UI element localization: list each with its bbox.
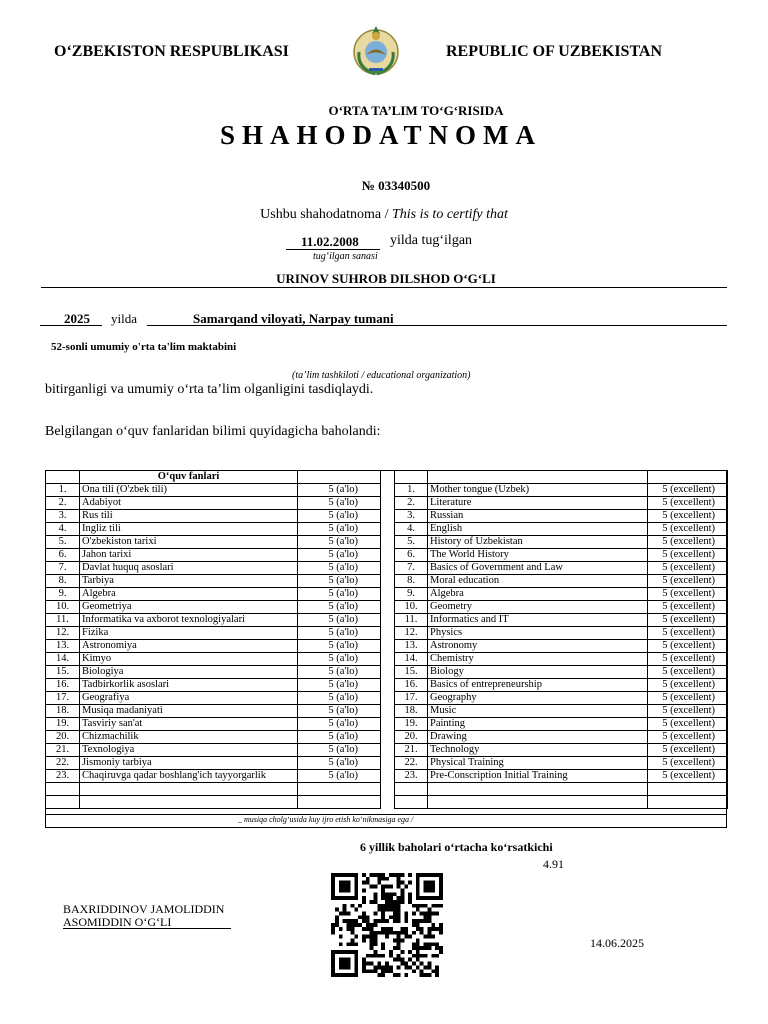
- table-row: [46, 588, 381, 601]
- subject-grade-uz: 5 (a'lo): [298, 666, 381, 679]
- row-number: 13.: [395, 640, 428, 653]
- subject-name-uz: Tadbirkorlik asoslari: [80, 679, 298, 692]
- table-row: [395, 627, 728, 640]
- subject-name-uz: Chizmachilik: [80, 731, 298, 744]
- average-value: 4.91: [543, 857, 564, 871]
- subjects-header: O‘quv fanlari: [80, 471, 298, 484]
- subject-name-en: Geometry: [428, 601, 648, 614]
- row-number: 9.: [46, 588, 80, 601]
- table-header-row: [46, 471, 381, 484]
- subject-grade-en: 5 (excellent): [648, 523, 728, 536]
- subject-name-en: Painting: [428, 718, 648, 731]
- row-number: 12.: [395, 627, 428, 640]
- table-row: [46, 666, 381, 679]
- issue-date: 14.06.2025: [590, 936, 644, 950]
- subject-grade-uz: 5 (a'lo): [298, 640, 381, 653]
- subject-name-en: English: [428, 523, 648, 536]
- subject-grade-uz: 5 (a'lo): [298, 679, 381, 692]
- empty-row: [395, 796, 728, 809]
- subject-grade-en: 5 (excellent): [648, 549, 728, 562]
- subject-grade-en: 5 (excellent): [648, 770, 728, 783]
- table-row: [395, 497, 728, 510]
- row-number: 3.: [395, 510, 428, 523]
- table-footnote: _ musiqa cholg‘usida kuy ijro etish ko‘nikmasiga ega /: [238, 815, 414, 824]
- subject-grade-uz: 5 (a'lo): [298, 484, 381, 497]
- table-row: [46, 692, 381, 705]
- subject-grade-uz: 5 (a'lo): [298, 770, 381, 783]
- row-number: 14.: [395, 653, 428, 666]
- document-title: SHAHODATNOMA: [219, 120, 542, 150]
- subject-grade-en: 5 (excellent): [648, 744, 728, 757]
- subject-name-uz: Rus tili: [80, 510, 298, 523]
- subject-grade-uz: 5 (a'lo): [298, 614, 381, 627]
- row-number: 4.: [46, 523, 80, 536]
- row-number: 20.: [46, 731, 80, 744]
- subject-grade-en: 5 (excellent): [648, 575, 728, 588]
- subject-grade-uz: 5 (a'lo): [298, 562, 381, 575]
- subject-name-en: Basics of Government and Law: [428, 562, 648, 575]
- birth-caption: tug‘ilgan sanasi: [313, 251, 378, 262]
- subject-grade-en: 5 (excellent): [648, 588, 728, 601]
- table-row: [395, 666, 728, 679]
- graduation-year: 2025: [64, 311, 90, 326]
- subject-grade-en: 5 (excellent): [648, 666, 728, 679]
- row-number: 23.: [395, 770, 428, 783]
- certificate-number: № 03340500: [361, 178, 431, 193]
- row-number: 2.: [46, 497, 80, 510]
- table-row: [395, 484, 728, 497]
- subject-grade-uz: 5 (a'lo): [298, 536, 381, 549]
- table-row: [46, 510, 381, 523]
- subject-name-en: Biology: [428, 666, 648, 679]
- row-number: 8.: [395, 575, 428, 588]
- subject-grade-uz: 5 (a'lo): [298, 510, 381, 523]
- subject-name-uz: Adabiyot: [80, 497, 298, 510]
- table-row: [46, 484, 381, 497]
- subject-grade-en: 5 (excellent): [648, 705, 728, 718]
- table-row: [395, 718, 728, 731]
- subject-name-en: Physics: [428, 627, 648, 640]
- row-number: 16.: [46, 679, 80, 692]
- row-number: 20.: [395, 731, 428, 744]
- subject-grade-uz: 5 (a'lo): [298, 757, 381, 770]
- subject-grade-en: 5 (excellent): [648, 731, 728, 744]
- row-number: 3.: [46, 510, 80, 523]
- subject-grade-uz: 5 (a'lo): [298, 744, 381, 757]
- subjects-table-en: [394, 470, 728, 809]
- row-number: 5.: [46, 536, 80, 549]
- subject-name-uz: Informatika va axborot texnologiyalari: [80, 614, 298, 627]
- row-number: 22.: [46, 757, 80, 770]
- subject-name-en: Drawing: [428, 731, 648, 744]
- row-number: 10.: [395, 601, 428, 614]
- table-row: [46, 679, 381, 692]
- row-number: 23.: [46, 770, 80, 783]
- subject-grade-uz: 5 (a'lo): [298, 549, 381, 562]
- table-row: [46, 562, 381, 575]
- subject-grade-uz: 5 (a'lo): [298, 692, 381, 705]
- certify-uz: Ushbu shahodatnoma /: [260, 207, 389, 222]
- row-number: 1.: [46, 484, 80, 497]
- row-number: 6.: [395, 549, 428, 562]
- subject-grade-en: 5 (excellent): [648, 562, 728, 575]
- state-emblem-icon: [351, 22, 401, 78]
- subject-name-uz: Texnologiya: [80, 744, 298, 757]
- table-row: [46, 744, 381, 757]
- subject-name-en: Music: [428, 705, 648, 718]
- subject-name-en: History of Uzbekistan: [428, 536, 648, 549]
- subject-name-en: Geography: [428, 692, 648, 705]
- subject-grade-en: 5 (excellent): [648, 497, 728, 510]
- table-row: [395, 510, 728, 523]
- row-number: 12.: [46, 627, 80, 640]
- certify-line: [0, 207, 768, 223]
- subject-grade-uz: 5 (a'lo): [298, 705, 381, 718]
- table-row: [46, 627, 381, 640]
- school-name: 52-sonli umumiy o'rta ta'lim maktabini: [51, 341, 237, 353]
- subject-grade-en: 5 (excellent): [648, 640, 728, 653]
- subject-name-uz: Kimyo: [80, 653, 298, 666]
- subject-name-uz: Jismoniy tarbiya: [80, 757, 298, 770]
- table-row: [46, 549, 381, 562]
- subject-name-en: The World History: [428, 549, 648, 562]
- subject-grade-uz: 5 (a'lo): [298, 497, 381, 510]
- table-row: [46, 497, 381, 510]
- birth-suffix: yilda tug‘ilgan: [390, 233, 473, 248]
- average-label: 6 yillik baholari o‘rtacha ko‘rsatkichi: [360, 840, 553, 854]
- table-row: [46, 575, 381, 588]
- subject-grade-en: 5 (excellent): [648, 627, 728, 640]
- finished-statement: bitirganligi va umumiy o‘rta ta’lim olganligini tasdiqlaydi.: [45, 382, 374, 397]
- subject-grade-en: 5 (excellent): [648, 653, 728, 666]
- signatory-name-line2: ASOMIDDIN O‘G‘LI: [63, 915, 172, 929]
- subject-name-en: Russian: [428, 510, 648, 523]
- subject-grade-uz: 5 (a'lo): [298, 523, 381, 536]
- subject-grade-uz: 5 (a'lo): [298, 731, 381, 744]
- subject-name-en: Astronomy: [428, 640, 648, 653]
- row-number: 2.: [395, 497, 428, 510]
- subject-name-en: Literature: [428, 497, 648, 510]
- certify-en: This is to certify that: [391, 207, 508, 222]
- table-row: [46, 705, 381, 718]
- table-row: [46, 523, 381, 536]
- year-word: yilda: [111, 311, 137, 326]
- subject-grade-en: 5 (excellent): [648, 679, 728, 692]
- row-number: 15.: [46, 666, 80, 679]
- table-row: [46, 718, 381, 731]
- table-row: [395, 692, 728, 705]
- row-number: 17.: [395, 692, 428, 705]
- table-row: [46, 770, 381, 783]
- subject-name-uz: Fizika: [80, 627, 298, 640]
- row-number: 11.: [46, 614, 80, 627]
- subject-name-en: Technology: [428, 744, 648, 757]
- table-row: [395, 731, 728, 744]
- subject-name-en: Pre-Conscription Initial Training: [428, 770, 648, 783]
- subject-name-uz: Biologiya: [80, 666, 298, 679]
- subject-name-uz: Musiqa madaniyati: [80, 705, 298, 718]
- subject-grade-uz: 5 (a'lo): [298, 588, 381, 601]
- subject-grade-uz: 5 (a'lo): [298, 627, 381, 640]
- subjects-table-uz: [45, 470, 381, 809]
- row-number: 9.: [395, 588, 428, 601]
- header-left-title: O‘ZBEKISTON RESPUBLIKASI: [54, 43, 289, 60]
- table-row: [395, 575, 728, 588]
- row-number: 10.: [46, 601, 80, 614]
- row-number: 14.: [46, 653, 80, 666]
- subject-name-en: Moral education: [428, 575, 648, 588]
- subject-grade-en: 5 (excellent): [648, 614, 728, 627]
- row-number: 21.: [46, 744, 80, 757]
- row-number: 21.: [395, 744, 428, 757]
- table-row: [395, 601, 728, 614]
- empty-row: [395, 783, 728, 796]
- table-row: [395, 653, 728, 666]
- row-number: 7.: [395, 562, 428, 575]
- subject-name-uz: Ona tili (O'zbek tili): [80, 484, 298, 497]
- subject-name-uz: Tasviriy san'at: [80, 718, 298, 731]
- subject-grade-en: 5 (excellent): [648, 536, 728, 549]
- row-number: 18.: [46, 705, 80, 718]
- subject-grade-en: 5 (excellent): [648, 601, 728, 614]
- subject-name-uz: Tarbiya: [80, 575, 298, 588]
- row-number: 7.: [46, 562, 80, 575]
- subject-name-uz: Chaqiruvga qadar boshlang'ich tayyorgarlik: [80, 770, 298, 783]
- table-row: [395, 770, 728, 783]
- empty-row: [46, 783, 381, 796]
- subject-grade-en: 5 (excellent): [648, 757, 728, 770]
- row-number: 22.: [395, 757, 428, 770]
- subject-grade-en: 5 (excellent): [648, 692, 728, 705]
- subject-name-uz: Astronomiya: [80, 640, 298, 653]
- table-row: [46, 653, 381, 666]
- subject-name-en: Physical Training: [428, 757, 648, 770]
- table-row: [46, 731, 381, 744]
- birth-date: 11.02.2008: [301, 234, 359, 249]
- table-row: [395, 549, 728, 562]
- student-full-name: URINOV SUHROB DILSHOD O‘G‘LI: [276, 271, 496, 286]
- row-number: 8.: [46, 575, 80, 588]
- table-row: [395, 757, 728, 770]
- subject-name-uz: Geometriya: [80, 601, 298, 614]
- table-row: [395, 562, 728, 575]
- table-row: [46, 614, 381, 627]
- subject-grade-uz: 5 (a'lo): [298, 575, 381, 588]
- subject-grade-en: 5 (excellent): [648, 484, 728, 497]
- row-number: 6.: [46, 549, 80, 562]
- table-row: [395, 705, 728, 718]
- row-number: 19.: [395, 718, 428, 731]
- document-subtitle: O‘RTA TA’LIM TO‘G‘RISIDA: [328, 103, 504, 118]
- row-number: 19.: [46, 718, 80, 731]
- table-row: [395, 588, 728, 601]
- subject-name-uz: Geografiya: [80, 692, 298, 705]
- subject-name-uz: O'zbekiston tarixi: [80, 536, 298, 549]
- table-row: [395, 679, 728, 692]
- table-row: [46, 536, 381, 549]
- row-number: 16.: [395, 679, 428, 692]
- table-row: [46, 757, 381, 770]
- subject-grade-uz: 5 (a'lo): [298, 718, 381, 731]
- subject-name-en: Chemistry: [428, 653, 648, 666]
- row-number: 11.: [395, 614, 428, 627]
- row-number: 4.: [395, 523, 428, 536]
- subject-name-uz: Ingliz tili: [80, 523, 298, 536]
- row-number: 1.: [395, 484, 428, 497]
- subject-name-uz: Jahon tarixi: [80, 549, 298, 562]
- row-number: 13.: [46, 640, 80, 653]
- subject-name-en: Algebra: [428, 588, 648, 601]
- subject-grade-en: 5 (excellent): [648, 510, 728, 523]
- table-row: [46, 640, 381, 653]
- org-caption: (ta’lim tashkiloti / educational organization): [292, 370, 471, 381]
- qr-code-icon[interactable]: [331, 873, 443, 977]
- row-number: 17.: [46, 692, 80, 705]
- subject-name-uz: Algebra: [80, 588, 298, 601]
- region: Samarqand viloyati, Narpay tumani: [193, 311, 394, 326]
- table-row: [395, 536, 728, 549]
- table-row: [395, 640, 728, 653]
- subject-name-en: Mother tongue (Uzbek): [428, 484, 648, 497]
- table-row: [46, 601, 381, 614]
- header-right-title: REPUBLIC OF UZBEKISTAN: [446, 43, 663, 60]
- subject-grade-uz: 5 (a'lo): [298, 601, 381, 614]
- table-row: [395, 614, 728, 627]
- row-number: 5.: [395, 536, 428, 549]
- row-number: 18.: [395, 705, 428, 718]
- table-row: [395, 744, 728, 757]
- row-number: 15.: [395, 666, 428, 679]
- signatory-name-line1: BAXRIDDINOV JAMOLIDDIN: [63, 902, 225, 916]
- assessment-statement: Belgilangan o‘quv fanlaridan bilimi quyidagicha baholandi:: [45, 424, 381, 439]
- empty-row: [46, 796, 381, 809]
- subject-grade-en: 5 (excellent): [648, 718, 728, 731]
- subject-name-en: Basics of entrepreneurship: [428, 679, 648, 692]
- subject-grade-uz: 5 (a'lo): [298, 653, 381, 666]
- subject-name-en: Informatics and IT: [428, 614, 648, 627]
- table-header-row: [395, 471, 728, 484]
- subject-name-uz: Davlat huquq asoslari: [80, 562, 298, 575]
- table-row: [395, 523, 728, 536]
